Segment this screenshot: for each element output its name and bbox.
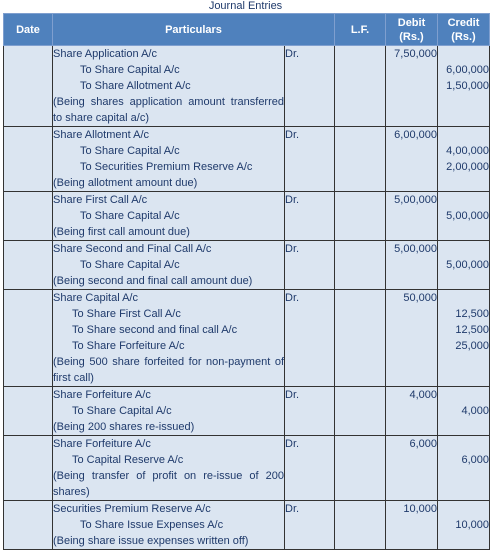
entry-particulars-cell	[53, 436, 285, 501]
credit-account: To Share Capital A/c	[80, 259, 180, 271]
entry-debit-cell	[386, 241, 438, 290]
entry-lf-cell	[335, 387, 386, 436]
debit-account: Share Forfeiture A/c	[53, 389, 151, 401]
credit-account: To Share Issue Expenses A/c	[80, 519, 224, 531]
entry-particulars-cell	[53, 46, 285, 127]
debit-account: Share Application A/c	[53, 48, 157, 60]
debit-account: Share First Call A/c	[53, 194, 148, 206]
entry-date-cell	[4, 501, 53, 550]
credit-amount: 2,00,000	[446, 161, 489, 173]
credit-amount: 10,000	[455, 519, 489, 531]
entry-debit-cell	[386, 46, 438, 127]
entry-debit-cell	[386, 192, 438, 241]
journal-entry-row	[4, 501, 490, 550]
entry-dr-cell	[285, 241, 335, 290]
dr-marker: Dr.	[285, 292, 300, 304]
journal-entry-row	[4, 241, 490, 290]
entry-particulars-cell	[53, 192, 285, 241]
debit-amount: 4,000	[409, 389, 437, 401]
narration: (Being share issue expenses written off)	[53, 535, 249, 547]
entry-dr-cell	[285, 46, 335, 127]
entry-date-cell	[4, 290, 53, 387]
journal-table	[3, 13, 490, 550]
credit-amount: 12,500	[455, 308, 489, 320]
credit-amount: 1,50,000	[446, 80, 489, 92]
debit-amount: 5,00,000	[394, 194, 437, 206]
debit-amount: 7,50,000	[394, 48, 437, 60]
debit-amount: 6,000	[409, 438, 437, 450]
dr-marker: Dr.	[285, 129, 300, 141]
journal-entry-row	[4, 436, 490, 501]
credit-spacer	[438, 241, 489, 257]
credit-account: To Share First Call A/c	[72, 308, 181, 320]
entry-date-cell	[4, 387, 53, 436]
entry-lf-cell	[335, 241, 386, 290]
narration: (Being 500 share forfeited for non-payment of first call)	[53, 356, 284, 384]
credit-spacer	[438, 192, 489, 208]
entry-particulars-cell	[53, 290, 285, 387]
dr-marker: Dr.	[285, 194, 300, 206]
header-particulars: Particulars	[53, 14, 335, 46]
entry-credit-cell	[438, 241, 490, 290]
debit-account: Share Allotment A/c	[53, 129, 149, 141]
header-credit	[438, 14, 490, 46]
debit-account: Share Forfeiture A/c	[53, 438, 151, 450]
dr-marker: Dr.	[285, 389, 300, 401]
entry-lf-cell	[335, 436, 386, 501]
dr-marker: Dr.	[285, 503, 300, 515]
entry-credit-cell	[438, 46, 490, 127]
header-date: Date	[4, 14, 53, 46]
entry-particulars-cell	[53, 387, 285, 436]
narration: (Being shares application amount transferred to share capital a/c)	[53, 96, 284, 124]
entry-lf-cell	[335, 46, 386, 127]
credit-account: To Share Allotment A/c	[80, 80, 191, 92]
journal-body	[4, 46, 490, 550]
entry-date-cell	[4, 436, 53, 501]
credit-account: To Securities Premium Reserve A/c	[80, 161, 253, 173]
header-credit-unit: (Rs.)	[451, 30, 476, 43]
journal-entry-row	[4, 192, 490, 241]
entry-lf-cell	[335, 501, 386, 550]
credit-spacer	[438, 127, 489, 143]
debit-amount: 5,00,000	[394, 243, 437, 255]
debit-account: Securities Premium Reserve A/c	[53, 503, 211, 515]
debit-account: Share Capital A/c	[53, 292, 138, 304]
debit-amount: 10,000	[403, 503, 437, 515]
narration: (Being first call amount due)	[53, 226, 190, 238]
narration: (Being 200 shares re-issued)	[53, 421, 195, 433]
debit-amount: 50,000	[403, 292, 437, 304]
credit-spacer	[438, 387, 489, 403]
credit-spacer	[438, 501, 489, 517]
credit-amount: 12,500	[455, 324, 489, 336]
credit-account: To Share Capital A/c	[80, 64, 180, 76]
entry-credit-cell	[438, 436, 490, 501]
entry-particulars-cell	[53, 501, 285, 550]
credit-account: To Share Capital A/c	[80, 145, 180, 157]
entry-debit-cell	[386, 387, 438, 436]
credit-spacer	[438, 46, 489, 62]
entry-credit-cell	[438, 127, 490, 192]
credit-amount: 25,000	[455, 340, 489, 352]
entry-date-cell	[4, 46, 53, 127]
journal-entry-row	[4, 46, 490, 127]
entry-lf-cell	[335, 290, 386, 387]
entry-dr-cell	[285, 127, 335, 192]
header-debit-unit: (Rs.)	[399, 30, 424, 43]
credit-account: To Share Capital A/c	[72, 405, 172, 417]
header-lf: L.F.	[335, 14, 386, 46]
entry-debit-cell	[386, 127, 438, 192]
credit-spacer	[438, 290, 489, 306]
header-row	[4, 14, 490, 46]
credit-amount: 4,00,000	[446, 145, 489, 157]
entry-debit-cell	[386, 436, 438, 501]
journal-entry-row	[4, 387, 490, 436]
entry-debit-cell	[386, 290, 438, 387]
credit-amount: 5,00,000	[446, 259, 489, 271]
entry-dr-cell	[285, 192, 335, 241]
credit-amount: 5,00,000	[446, 210, 489, 222]
header-credit-label: Credit	[447, 16, 480, 29]
dr-marker: Dr.	[285, 243, 300, 255]
credit-account: To Share second and final call A/c	[72, 324, 238, 336]
entry-credit-cell	[438, 387, 490, 436]
entry-dr-cell	[285, 501, 335, 550]
entry-dr-cell	[285, 387, 335, 436]
entry-dr-cell	[285, 290, 335, 387]
credit-account: To Share Capital A/c	[80, 210, 180, 222]
journal-entry-row	[4, 290, 490, 387]
narration: (Being allotment amount due)	[53, 177, 198, 189]
entry-date-cell	[4, 192, 53, 241]
entry-dr-cell	[285, 436, 335, 501]
entry-credit-cell	[438, 501, 490, 550]
credit-amount: 6,000	[461, 454, 489, 466]
debit-amount: 6,00,000	[394, 129, 437, 141]
entry-credit-cell	[438, 290, 490, 387]
credit-amount: 6,00,000	[446, 64, 489, 76]
entry-particulars-cell	[53, 127, 285, 192]
entry-debit-cell	[386, 501, 438, 550]
entry-lf-cell	[335, 192, 386, 241]
credit-account: To Capital Reserve A/c	[72, 454, 184, 466]
entry-date-cell	[4, 241, 53, 290]
header-debit-label: Debit	[397, 16, 426, 29]
entry-lf-cell	[335, 127, 386, 192]
dr-marker: Dr.	[285, 438, 300, 450]
credit-account: To Share Forfeiture A/c	[72, 340, 185, 352]
header-debit	[386, 14, 438, 46]
entry-credit-cell	[438, 192, 490, 241]
narration: (Being second and final call amount due)	[53, 275, 253, 287]
narration: (Being transfer of profit on re-issue of 200 shares)	[53, 470, 284, 498]
entry-particulars-cell	[53, 241, 285, 290]
credit-spacer	[438, 436, 489, 452]
dr-marker: Dr.	[285, 48, 300, 60]
credit-amount: 4,000	[461, 405, 489, 417]
page-title: Journal Entries	[208, 0, 283, 12]
debit-account: Share Second and Final Call A/c	[53, 243, 212, 255]
journal-entry-row	[4, 127, 490, 192]
entry-date-cell	[4, 127, 53, 192]
